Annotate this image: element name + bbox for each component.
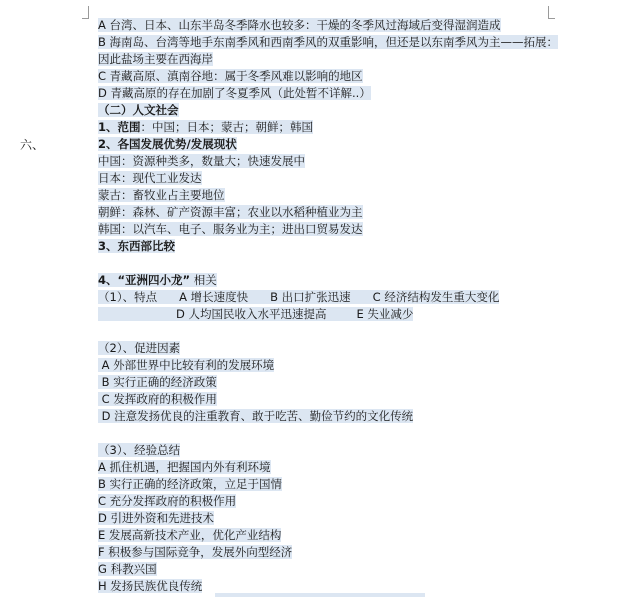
country-line: 蒙古：畜牧业占主要地位 — [98, 188, 225, 202]
subsection-heading: 3、东西部比较 — [98, 239, 176, 253]
country-line: 朝鲜：森林、矿产资源丰富；农业以水稻种植业为主 — [98, 205, 363, 219]
text-line: A 台湾、日本、山东半岛冬季降水也较多：干燥的冬季风过海域后变得湿润造成 — [98, 18, 501, 32]
summary-line: C 充分发挥政府的积极作用 — [98, 494, 237, 508]
page-corner-mark-left — [82, 6, 89, 19]
summary-line: E 发展高新技术产业，优化产业结构 — [98, 528, 282, 542]
summary-line: D 引进外资和先进技术 — [98, 511, 215, 525]
factor-line: D 注意发扬优良的注重教育、敢于吃苦、勤俭节约的文化传统 — [98, 408, 608, 425]
factor-line: B 实行正确的经济政策 — [98, 374, 608, 391]
subsection-heading: （3）、经验总结 — [98, 443, 181, 457]
section-heading: （二）人文社会 — [98, 103, 179, 117]
subsection-heading: 2、各国发展优势/发展现状 — [98, 137, 237, 151]
summary-line: G 科教兴国 — [98, 562, 157, 576]
factor-line: C 发挥政府的积极作用 — [98, 391, 608, 408]
text-line: 因此盐场主要在西海岸 — [98, 52, 213, 66]
document-body — [98, 17, 608, 595]
country-line: 中国：资源种类多，数量大；快速发展中 — [98, 154, 305, 168]
summary-line: A 抓住机遇，把握国内外有利环境 — [98, 460, 271, 474]
subsection-heading: 4、“亚洲四小龙” 相关 — [98, 273, 217, 287]
text-line: C 青藏高原、滇南谷地：属于冬季风难以影响的地区 — [98, 69, 363, 83]
text-line: B 海南岛、台湾等地手东南季风和西南季风的双重影响，但还是以东南季风为主——拓展： — [98, 35, 559, 49]
selection-highlight — [215, 593, 425, 597]
scope-line: 1、范围：中国；日本；蒙古；朝鲜；韩国 — [98, 120, 314, 134]
summary-line: B 实行正确的经济政策，立足于国情 — [98, 477, 283, 491]
text-line: D 青藏高原的存在加剧了冬夏季风（此处暂不详解..） — [98, 86, 371, 100]
country-line: 韩国：以汽车、电子、服务业为主；进出口贸易发达 — [98, 222, 363, 236]
summary-line: H 发扬民族优良传统 — [98, 579, 203, 593]
subsection-heading: （2）、促进因素 — [98, 341, 181, 355]
factor-line: A 外部世界中比较有利的发展环境 — [98, 357, 608, 374]
summary-line: F 积极参与国际竞争，发展外向型经济 — [98, 545, 293, 559]
features-line: （1）、特点 A 增长速度快 B 出口扩张迅速 C 经济结构发生重大变化 — [98, 290, 500, 304]
section-number: 六、 — [20, 138, 45, 152]
features-line: D 人均国民收入水平迅速提高 E 失业减少 — [98, 306, 608, 323]
country-line: 日本：现代工业发达 — [98, 171, 202, 185]
